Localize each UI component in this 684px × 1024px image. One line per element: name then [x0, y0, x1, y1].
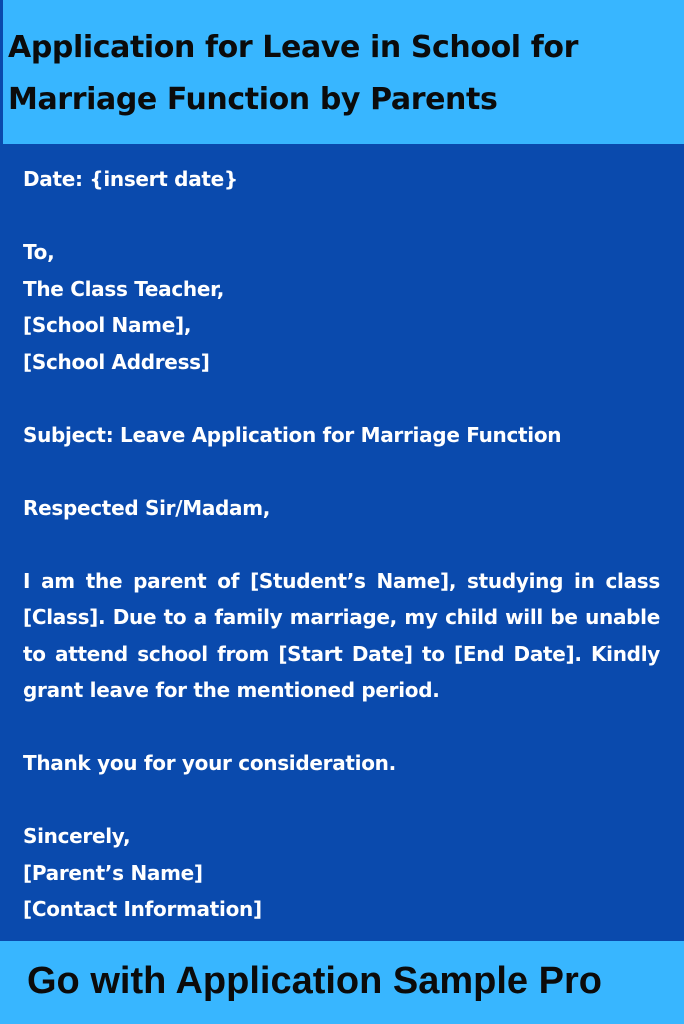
school-name-line: [School Name],: [23, 313, 192, 337]
spacer: [23, 526, 660, 563]
recipient-line: The Class Teacher,: [23, 276, 225, 301]
footer-banner: [0, 941, 684, 1024]
parent-name-line: [Parent’s Name]: [23, 860, 203, 885]
header-banner: [0, 0, 684, 144]
spacer: [23, 709, 660, 746]
thanks-line: Thank you for your consideration.: [23, 751, 396, 775]
salutation-line: Respected Sir/Madam,: [23, 495, 271, 520]
spacer: [23, 782, 660, 819]
school-address-line: [School Address]: [23, 349, 210, 374]
to-line: To,: [23, 240, 55, 264]
closing-line: Sincerely,: [23, 824, 131, 848]
date-line: Date: {insert date}: [23, 167, 238, 191]
subject-line: Subject: Leave Application for Marriage Function: [23, 422, 562, 447]
spacer: [23, 198, 660, 235]
spacer: [23, 453, 660, 490]
spacer: [23, 380, 660, 417]
page-title: Application for Leave in School for Marriage Function by Parents: [8, 30, 578, 117]
body-paragraph: I am the parent of [Student’s Name], studying in class [Class]. Due to a family marriage, my child will be unable to attend school from [Start Date] to [End Date]. Kindly grant leave for the mentioned period.: [23, 568, 660, 702]
footer-tagline: Go with Application Sample Pro: [27, 960, 602, 1002]
letter-body: [23, 161, 660, 928]
contact-line: [Contact Information]: [23, 897, 262, 921]
